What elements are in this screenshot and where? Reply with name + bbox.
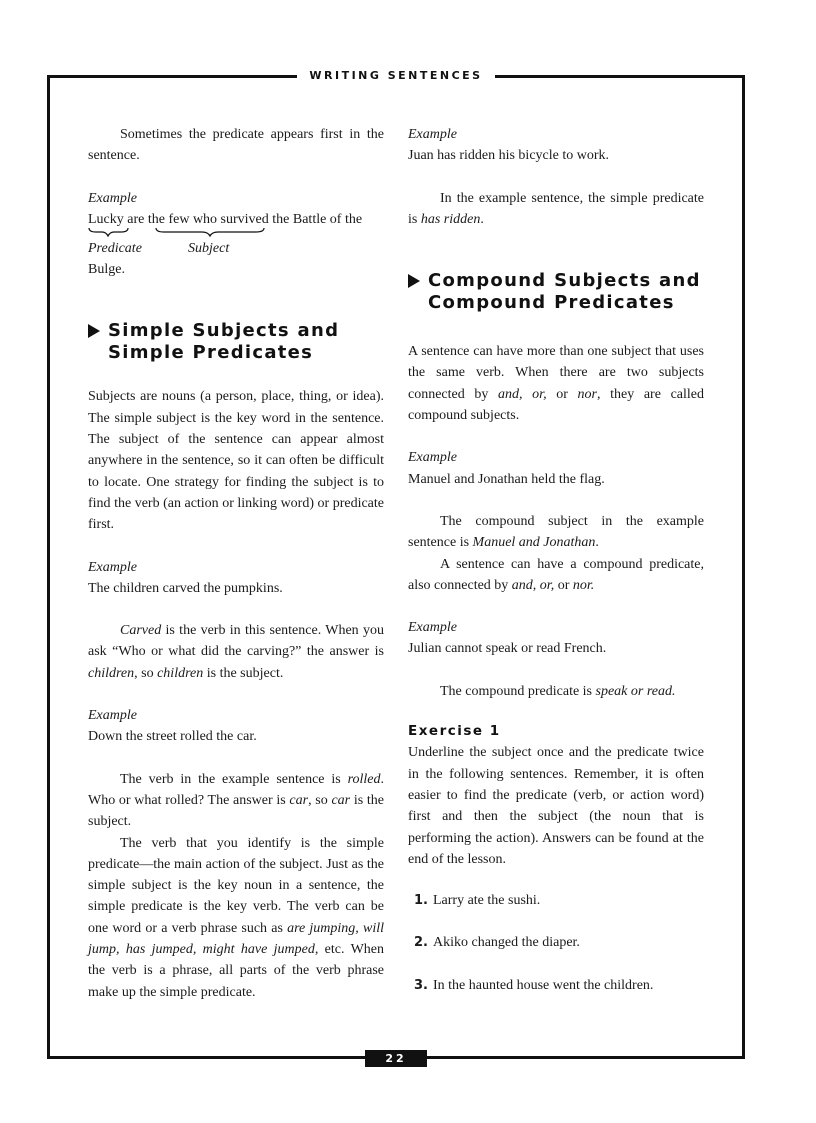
example-sentence: The children carved the pumpkins. [88,580,283,596]
example-sentence: Manuel and Jonathan held the flag. [408,471,605,487]
section-heading-simple [88,320,384,364]
left-column [88,124,384,1003]
example-label: Example [408,620,457,636]
section-heading-compound [408,270,704,314]
paragraph: The compound subject in the example sentence is Manuel and Jonathan. [408,513,704,551]
frame-right-rule [742,75,745,1059]
frame-left-rule [47,75,50,1059]
exercise-item: 1. Larry ate the sushi. [414,893,541,909]
example-sentence: Lucky are the few who survived the Battle of the [88,211,363,227]
frame-top-right-rule [495,75,745,78]
frame-bottom-right-rule [427,1056,745,1059]
brace-labels [88,238,384,259]
paragraph: A sentence can have more than one subject that uses the same verb. When there are two subjects connected by and, or, or nor, they are called compound subjects. [408,344,704,424]
frame-top-left-rule [47,75,297,78]
example-label: Example [408,127,457,142]
brace-annotation [88,230,384,238]
paragraph: The verb that you identify is the simple predicate—the main action of the subject. Just as the simple subject is the key noun in a sentence, the simple predicate is the key verb. The verb can be one word or a verb phrase such as are jumping, will jump, has jumped, might have jumped, etc. When the verb is a phrase, all parts of the verb phrase make up the simple predicate. [88,835,384,1000]
example-sentence: Juan has ridden his bicycle to work. [408,148,610,164]
example-sentence: Julian cannot speak or read French. [408,641,607,657]
paragraph: The compound predicate is speak or read. [440,683,676,699]
paragraph: In the example sentence, the simple predicate is has ridden. [408,190,704,227]
example-label: Example [408,450,457,466]
paragraph: Underline the subject once and the predicate twice in the following sentences. Remember, it is often easier to find the predicate (verb, or action word) first and then the subject (the noun that is performing the action). Answers can be found at the end of the lesson. [408,745,704,867]
predicate-brace [89,228,128,236]
example-label: Example [88,190,137,206]
page-number: 22 [365,1050,427,1067]
triangle-bullet-icon [408,274,420,288]
heading-line: Compound Subjects and [428,270,701,292]
right-column [408,124,704,996]
example-label: Example [88,559,137,575]
heading-line: Simple Predicates [108,342,314,364]
triangle-bullet-icon [88,324,100,338]
example-sentence: Down the street rolled the car. [88,729,257,745]
example-label: Example [88,708,137,724]
exercise-item: 3. In the haunted house went the children. [414,977,654,993]
subject-label: Subject [188,241,230,257]
predicate-label: Predicate [88,241,142,257]
heading-line: Simple Subjects and [108,320,340,342]
example-sentence-end: Bulge. [88,262,125,278]
paragraph: Carved is the verb in this sentence. When you ask “Who or what did the carving?” the answer is children, so children is the subject. [88,623,384,681]
running-head: WRITING SENTENCES [309,69,483,82]
paragraph: Subjects are nouns (a person, place, thing, or idea). The simple subject is the key word in the sentence. The subject of the sentence can appear almost anywhere in the sentence, so it can often be difficult to locate. One strategy for finding the subject is to find the verb (an action or linking word) or predicate first. [88,389,384,533]
exercise-item: 2. Akiko changed the diaper. [414,935,580,951]
paragraph: A sentence can have a compound predicate, also connected by and, or, or nor. [408,556,704,593]
exercise-title: Exercise 1 [408,723,501,740]
frame-bottom-left-rule [47,1056,365,1059]
paragraph: Sometimes the predicate appears first in the sentence. [88,127,384,164]
paragraph: The verb in the example sentence is rolled. Who or what rolled? The answer is car, so car is the subject. [88,771,384,830]
heading-line: Compound Predicates [428,292,675,314]
subject-brace [156,228,264,236]
